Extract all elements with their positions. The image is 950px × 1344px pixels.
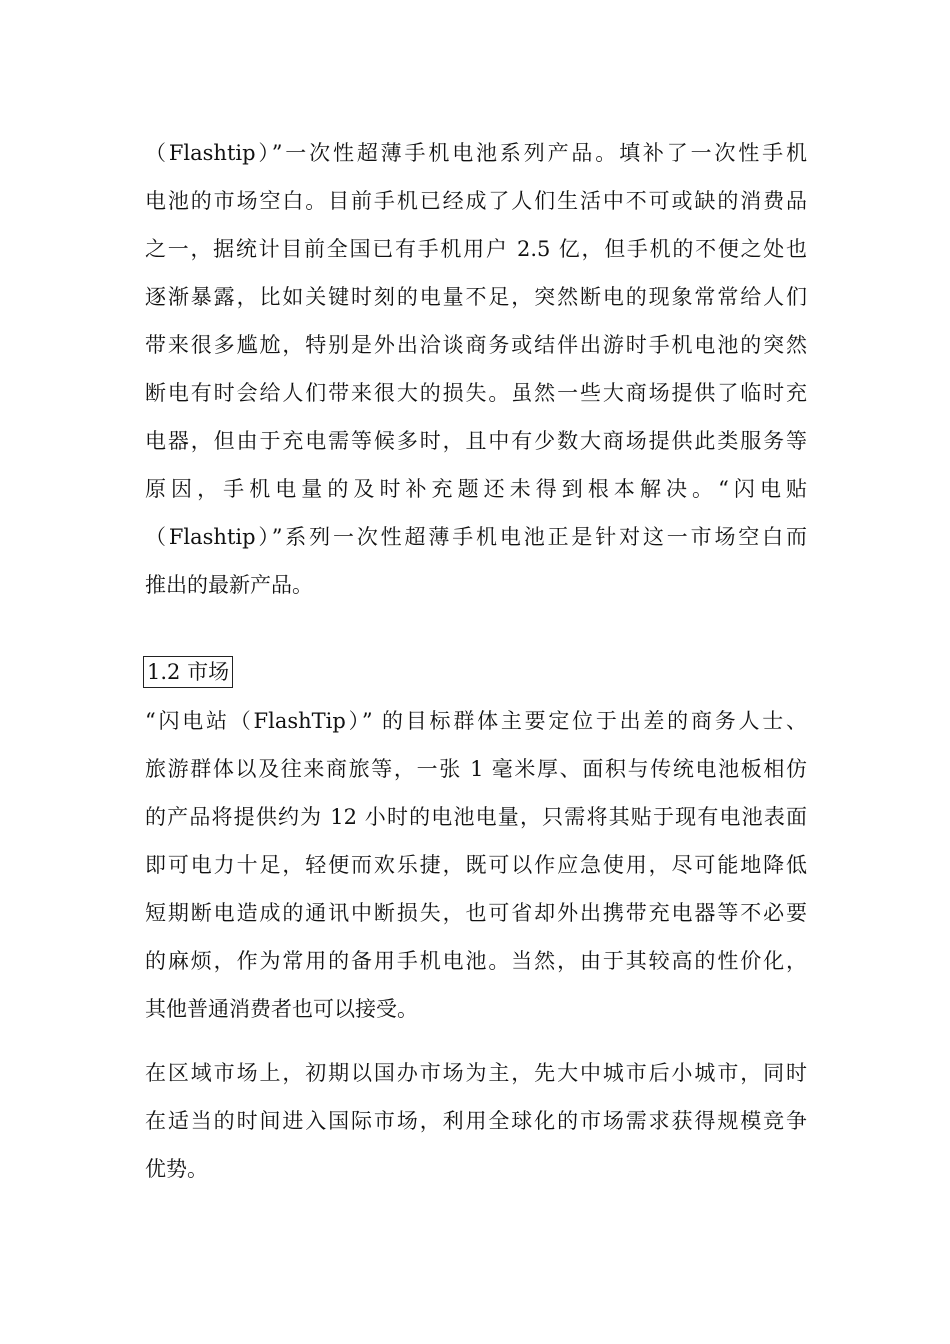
- paragraph-3-line-3: 优势。: [145, 1157, 208, 1181]
- section-heading: 1.2 市场: [143, 656, 233, 688]
- paragraph-1-line-5: 带来很多尴尬，特别是外出洽谈商务或结伴出游时手机电池的突然: [145, 333, 807, 357]
- paragraph-1-line-7: 电器，但由于充电需等候多时，且中有少数大商场提供此类服务等: [145, 429, 807, 453]
- paragraph-1-line-8: 原因，手机电量的及时补充题还未得到根本解决。“闪电贴: [145, 477, 807, 501]
- paragraph-1-line-4: 逐渐暴露，比如关键时刻的电量不足，突然断电的现象常常给人们: [145, 285, 807, 309]
- paragraph-1-line-2: 电池的市场空白。目前手机已经成了人们生活中不可或缺的消费品: [145, 189, 807, 213]
- paragraph-2-line-1: “闪电站（FlashTip）” 的目标群体主要定位于出差的商务人士、: [145, 709, 807, 733]
- paragraph-3-line-1: 在区域市场上，初期以国办市场为主，先大中城市后小城市，同时: [145, 1061, 807, 1085]
- paragraph-2-line-3: 的产品将提供约为 12 小时的电池电量，只需将其贴于现有电池表面: [145, 805, 807, 829]
- paragraph-1-line-10: 推出的最新产品。: [145, 573, 313, 597]
- paragraph-2-line-7: 其他普通消费者也可以接受。: [145, 997, 418, 1021]
- paragraph-1-line-6: 断电有时会给人们带来很大的损失。虽然一些大商场提供了临时充: [145, 381, 807, 405]
- paragraph-1-line-3: 之一，据统计目前全国已有手机用户 2.5 亿，但手机的不便之处也: [145, 237, 807, 261]
- paragraph-1-line-9: （Flashtip）”系列一次性超薄手机电池正是针对这一市场空白而: [145, 525, 807, 549]
- paragraph-2-line-6: 的麻烦，作为常用的备用手机电池。当然，由于其较高的性价化，: [145, 949, 807, 973]
- paragraph-3-line-2: 在适当的时间进入国际市场，利用全球化的市场需求获得规模竞争: [145, 1109, 807, 1133]
- paragraph-2-line-5: 短期断电造成的通讯中断损失，也可省却外出携带充电器等不必要: [145, 901, 807, 925]
- paragraph-2-line-2: 旅游群体以及往来商旅等，一张 1 毫米厚、面积与传统电池板相仿: [145, 757, 807, 781]
- paragraph-2-line-4: 即可电力十足，轻便而欢乐捷，既可以作应急使用，尽可能地降低: [145, 853, 807, 877]
- paragraph-1-line-1: （Flashtip）”一次性超薄手机电池系列产品。填补了一次性手机: [145, 141, 807, 165]
